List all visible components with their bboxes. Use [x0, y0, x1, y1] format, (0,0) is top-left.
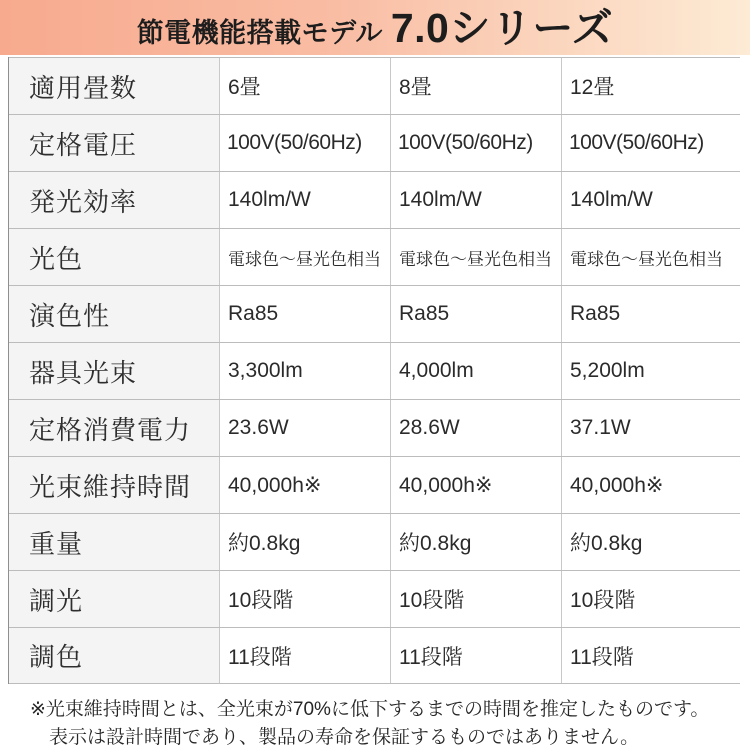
spec-value: Ra85 — [219, 286, 390, 342]
footnotes — [30, 696, 750, 750]
spec-value: 8畳 — [390, 58, 561, 114]
spec-value: 100V(50/60Hz) — [390, 115, 561, 171]
spec-value: 10段階 — [561, 571, 740, 627]
spec-label: 定格消費電力 — [9, 400, 219, 456]
spec-value: 約0.8kg — [390, 514, 561, 570]
spec-value: 約0.8kg — [561, 514, 740, 570]
spec-row-applicable-tatami — [9, 57, 740, 114]
spec-row-color-tuning-steps — [9, 627, 740, 684]
footnote-line-2: 表示は設計時間であり、製品の寿命を保証するものではありません。 — [49, 727, 640, 748]
spec-value: Ra85 — [561, 286, 740, 342]
spec-value: 約0.8kg — [219, 514, 390, 570]
spec-row-luminous-efficacy — [9, 171, 740, 228]
spec-row-color-rendering — [9, 285, 740, 342]
spec-value: 40,000h※ — [561, 457, 740, 513]
spec-value: 11段階 — [219, 628, 390, 683]
spec-value: 10段階 — [390, 571, 561, 627]
spec-table — [8, 57, 740, 684]
spec-label: 発光効率 — [9, 172, 219, 228]
spec-label: 光色 — [9, 229, 219, 285]
spec-row-dimming-steps — [9, 570, 740, 627]
spec-label: 定格電圧 — [9, 115, 219, 171]
spec-value: 10段階 — [219, 571, 390, 627]
spec-value: 5,200lm — [561, 343, 740, 399]
spec-value: 140lm/W — [561, 172, 740, 228]
spec-label: 光束維持時間 — [9, 457, 219, 513]
series-title: 7.0シリーズ — [390, 5, 614, 51]
model-type-label: 節電機能搭載モデル — [136, 18, 383, 48]
spec-value: Ra85 — [390, 286, 561, 342]
spec-label: 調光 — [9, 571, 219, 627]
spec-value: 40,000h※ — [219, 457, 390, 513]
spec-row-rated-voltage — [9, 114, 740, 171]
spec-value: 100V(50/60Hz) — [561, 115, 740, 171]
spec-label: 適用畳数 — [9, 58, 219, 114]
spec-value: 4,000lm — [390, 343, 561, 399]
spec-value: 140lm/W — [219, 172, 390, 228]
spec-label: 重量 — [9, 514, 219, 570]
spec-label: 演色性 — [9, 286, 219, 342]
spec-row-power-consumption — [9, 399, 740, 456]
spec-value: 11段階 — [390, 628, 561, 683]
spec-value: 40,000h※ — [390, 457, 561, 513]
spec-row-weight — [9, 513, 740, 570]
spec-value: 6畳 — [219, 58, 390, 114]
spec-label: 器具光束 — [9, 343, 219, 399]
spec-value: 11段階 — [561, 628, 740, 683]
spec-value: 28.6W — [390, 400, 561, 456]
footnote-line-1: ※光束維持時間とは、全光束が70%に低下するまでの時間を推定したものです。 — [30, 699, 710, 720]
header-banner — [0, 0, 750, 55]
spec-value: 12畳 — [561, 58, 740, 114]
spec-row-flux-maintenance-time — [9, 456, 740, 513]
spec-value: 電球色～昼光色相当 — [219, 229, 390, 285]
spec-value: 電球色～昼光色相当 — [390, 229, 561, 285]
spec-row-light-color — [9, 228, 740, 285]
spec-value: 電球色～昼光色相当 — [561, 229, 740, 285]
spec-label: 調色 — [9, 628, 219, 683]
spec-row-luminous-flux — [9, 342, 740, 399]
spec-value: 3,300lm — [219, 343, 390, 399]
spec-value: 140lm/W — [390, 172, 561, 228]
spec-value: 23.6W — [219, 400, 390, 456]
spec-value: 100V(50/60Hz) — [219, 115, 390, 171]
spec-value: 37.1W — [561, 400, 740, 456]
